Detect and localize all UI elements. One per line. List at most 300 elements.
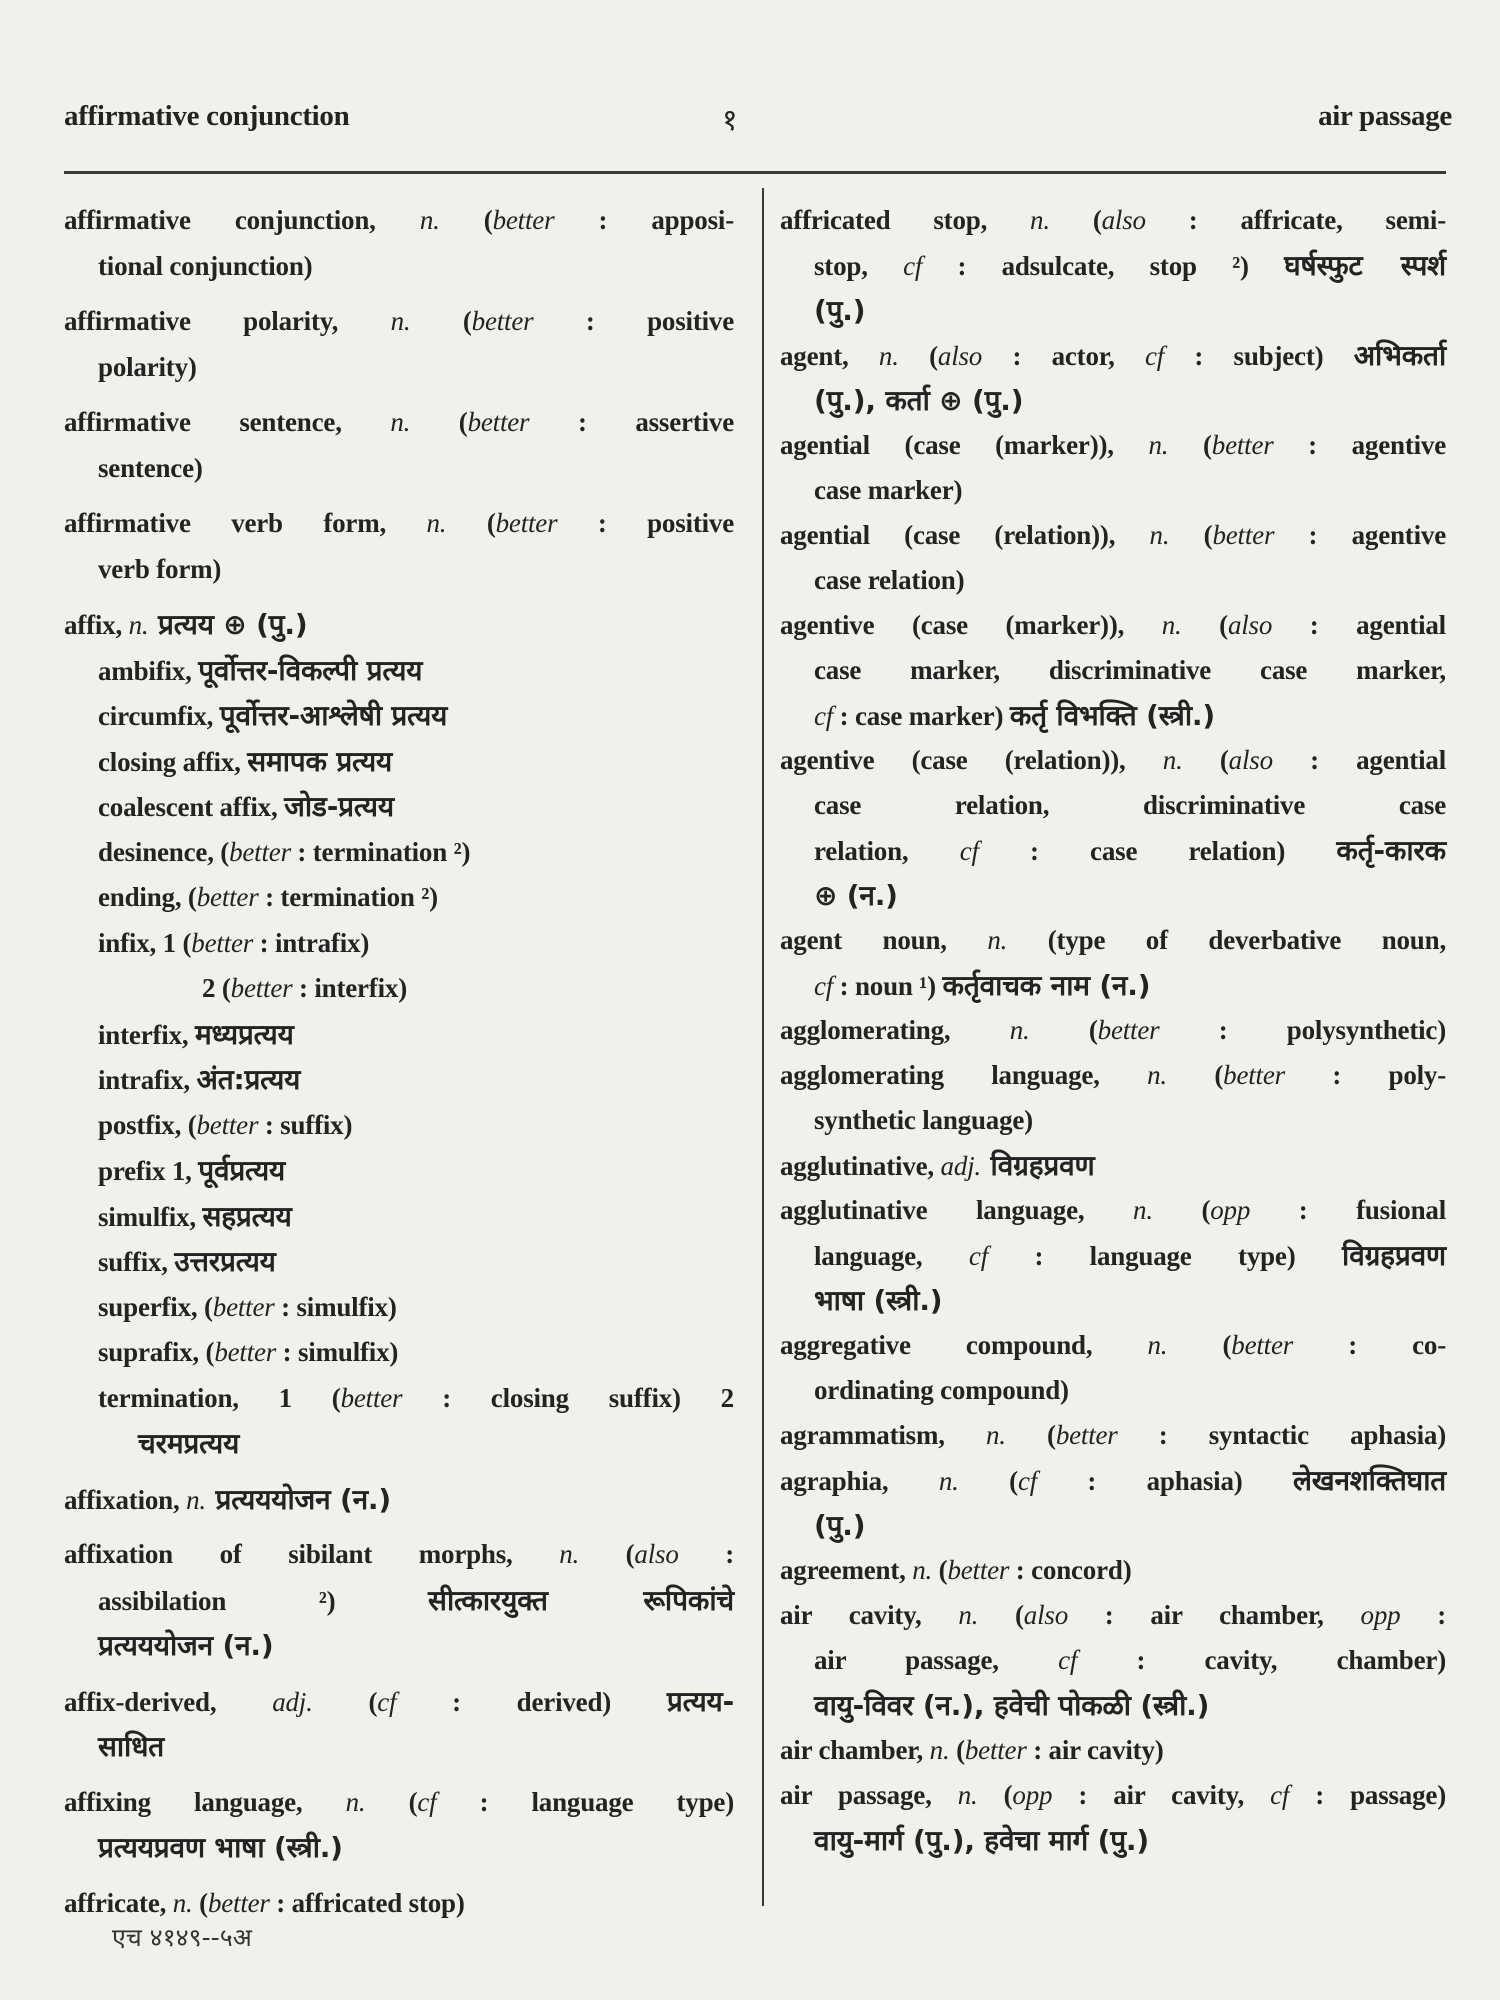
marathi-equivalent: (पु.) [814,1509,866,1542]
entry-headline [64,299,734,345]
english-term: suffix, [98,1247,175,1277]
english-term: : polysynthetic) [1159,1015,1446,1045]
entry-continuation [64,244,734,290]
grammar-label: better [1231,1330,1294,1360]
grammar-label: better [1097,1015,1160,1045]
english-term: ( [1168,430,1212,460]
marathi-equivalent: वायु-मार्ग (पु.), हवेचा मार्ग (पु.) [814,1824,1149,1857]
dictionary-entry [64,602,734,1467]
entry-text-with-marathi [98,1156,285,1186]
english-term: desinence, ( [98,836,230,867]
english-term: sentence) [98,452,203,483]
english-term: : interfix) [292,973,407,1003]
english-term: intrafix, [98,1065,197,1095]
english-term: : air cavity) [1026,1735,1164,1765]
grammar-label: better [230,973,293,1003]
guide-word-right: air passage [1318,100,1452,132]
grammar-label: better [947,1555,1010,1585]
entry-continuation [780,558,1446,603]
entry-headline [64,400,734,446]
english-term: relation, [814,836,960,866]
grammar-label: also [634,1539,679,1569]
english-term: agential (case (marker)), [780,430,1149,460]
english-term: ( [977,1780,1013,1810]
marathi-equivalent: कर्तृ विभक्ति (स्त्री.) [1009,699,1215,732]
english-term: ( [898,341,938,371]
english-term: ( [192,1887,208,1918]
english-term: ( [446,508,496,538]
english-term: agentive (case (marker)), [780,610,1162,640]
entry-headline [780,1323,1446,1368]
english-term: : poly- [1284,1060,1447,1090]
english-term: affricate, [64,1887,173,1918]
grammar-label: cf [968,1241,988,1271]
english-term: case marker, discriminative case marker, [814,655,1446,685]
grammar-label: cf [417,1786,437,1817]
entry-continuation [64,739,734,785]
english-term: affirmative polarity, [64,306,391,336]
english-term: : air cavity, [1052,1780,1271,1810]
english-term: agent noun, [780,925,988,955]
dictionary-entry [64,1780,734,1871]
english-term: interfix, [98,1019,195,1050]
english-term: air cavity, [780,1600,959,1630]
entry-continuation [780,1098,1446,1143]
grammar-label: n. [1162,745,1183,775]
dictionary-entry [780,1728,1446,1773]
entry-text-with-marathi [833,971,1150,1001]
entry-text-with-marathi [833,701,1215,731]
english-term: ( [1181,610,1228,640]
right-column [780,198,1446,1863]
english-term: : concord) [1009,1555,1132,1585]
english-term: : language type) [988,1241,1342,1271]
entry-continuation [780,828,1446,873]
entry-headline [64,1780,734,1826]
dictionary-entry [780,1323,1446,1413]
english-term: tional conjunction) [98,250,313,281]
entry-continuation [64,1057,734,1103]
grammar-label: n. [1148,430,1169,460]
grammar-label: also [1227,610,1273,640]
grammar-label: n. [559,1539,580,1569]
entry-continuation [780,648,1446,693]
entry-continuation [780,1233,1446,1278]
english-term: stop, [814,251,904,281]
english-term: suprafix, ( [98,1337,215,1367]
marathi-equivalent: पूर्वप्रत्यय [198,1154,286,1187]
entry-continuation [64,1148,734,1194]
entry-continuation [780,1683,1446,1728]
english-term: : assertive [529,407,734,437]
entry-headline [780,1008,1446,1053]
english-term: synthetic language) [814,1105,1033,1135]
dictionary-entry [780,1548,1446,1593]
english-term: affixation of sibilant morphs, [64,1539,560,1569]
grammar-label: n. [419,205,440,235]
entry-text-with-marathi [979,836,1446,866]
english-term: ordinating compound) [814,1375,1069,1405]
entry-continuation [64,648,734,694]
grammar-label: also [1101,205,1146,235]
english-term: : case marker) [833,701,1010,731]
grammar-label: n. [426,508,447,538]
entry-headline [780,738,1446,783]
grammar-label: n. [1133,1195,1153,1225]
page-number: १ [722,104,738,137]
english-term: ( [1182,745,1229,775]
english-term: : fusional [1250,1195,1446,1225]
entry-headline [780,1728,1446,1773]
english-term: air passage, [814,1645,1059,1675]
grammar-label: cf [959,836,979,866]
grammar-label: cf [814,701,834,731]
grammar-label: better [191,927,254,958]
entry-headline [780,1548,1446,1593]
english-term: : positive [533,306,734,336]
marathi-equivalent: पूर्वोत्तर-विकल्पी प्रत्यय [198,653,423,687]
marathi-equivalent: सहप्रत्यय [202,1199,292,1233]
english-term: agglutinative language, [780,1195,1134,1225]
marathi-equivalent: अंत:प्रत्यय [196,1063,301,1096]
entry-continuation [780,1368,1446,1413]
english-term: agent, [780,341,879,371]
dictionary-entry [64,198,734,289]
grammar-label: better [1212,520,1275,550]
dictionary-entry [780,1593,1446,1728]
english-term: ( [1169,520,1213,550]
english-term: case relation, discriminative case [814,790,1446,820]
grammar-label: also [1228,745,1273,775]
dictionary-entry [780,1008,1446,1053]
english-term: : cavity, chamber) [1077,1645,1446,1675]
grammar-label: opp [1210,1195,1251,1225]
entry-headline [64,1477,734,1523]
entry-continuation [64,547,734,593]
entry-continuation [780,468,1446,513]
grammar-label: better [340,1382,403,1413]
entry-text-with-marathi [98,653,423,687]
marathi-equivalent: प्रत्ययप्रवण भाषा (स्त्री.) [98,1831,343,1864]
entry-text-with-marathi [988,1241,1446,1271]
english-term: coalescent affix, [98,792,285,822]
english-term: : termination ²) [290,836,471,867]
english-term: : affricated stop) [269,1887,465,1918]
dictionary-entry [780,513,1446,603]
grammar-label: also [1023,1600,1068,1630]
english-term: : syntactic aphasia) [1117,1420,1446,1450]
entry-headline [780,1053,1446,1098]
grammar-label: n. [912,1555,933,1585]
entry-continuation [780,963,1446,1008]
grammar-label: n. [929,1735,950,1765]
english-term: agraphia, [780,1466,939,1496]
english-term: agglomerating, [780,1015,1010,1045]
grammar-label: opp [1360,1600,1401,1630]
dictionary-entry [780,1458,1446,1548]
english-term: ( [365,1786,418,1817]
entry-continuation [780,1278,1446,1323]
entry-continuation [64,1239,734,1285]
marathi-equivalent: जोड-प्रत्यय [284,790,394,823]
english-term: : [678,1539,735,1569]
english-term: case relation) [814,565,965,595]
english-term: agential (case (relation)), [780,520,1150,550]
left-column [64,198,734,1926]
dictionary-entry [780,1053,1446,1143]
grammar-label: n. [1149,520,1170,550]
entry-text-with-marathi [1037,1466,1446,1496]
grammar-label: also [937,341,983,371]
dictionary-entry [780,603,1446,738]
english-term: : [1400,1600,1447,1630]
entry-headline [780,1773,1446,1818]
english-term: ( [1005,1420,1056,1450]
marathi-equivalent: समापक प्रत्यय [247,744,393,778]
english-term: superfix, ( [98,1291,213,1322]
english-term: : apposi- [554,205,735,235]
entry-text-with-marathi [98,1247,276,1277]
marathi-equivalent: ⊕ (न.) [814,879,898,912]
grammar-label: better [492,205,555,235]
english-term: assibilation ²) [98,1585,429,1616]
entry-continuation [64,1012,734,1058]
marathi-equivalent: पूर्वोत्तर-आश्लेषी प्रत्यय [219,699,448,732]
english-term: : termination ²) [258,882,438,912]
english-term: affirmative verb form, [64,508,427,538]
grammar-label: better [1055,1420,1118,1450]
entry-headline [64,1532,734,1578]
grammar-label: n. [1161,610,1182,640]
entry-headline [64,1679,734,1725]
entry-headline [64,501,734,547]
entry-continuation [64,1330,734,1376]
english-term: air passage, [780,1780,958,1810]
entry-continuation [64,1724,734,1770]
english-term: ( [958,1466,1018,1496]
english-term: ( [1152,1195,1211,1225]
english-term: : affricate, semi- [1145,205,1447,235]
entry-continuation [780,1638,1446,1683]
english-term: : closing suffix) 2 [402,1382,734,1413]
dictionary-entry [780,738,1446,918]
english-term: : adsulcate, stop ²) [922,251,1285,281]
marathi-equivalent: भाषा (स्त्री.) [814,1284,943,1317]
entry-headline [780,1458,1446,1503]
column-divider [762,188,764,1906]
marathi-equivalent: वायु-विवर (न.), हवेची पोकळी (स्त्री.) [814,1689,1210,1722]
entry-continuation [64,1194,734,1240]
english-term: case marker) [814,475,963,505]
english-term: verb form) [98,553,222,584]
grammar-label: n. [938,1466,959,1496]
entry-continuation [64,921,734,967]
grammar-label: better [212,1291,275,1322]
english-term: ( [579,1539,635,1569]
english-term: : suffix) [258,1109,353,1140]
entry-text-with-marathi [396,1684,734,1718]
entry-continuation [780,378,1446,423]
entry-headline [780,1593,1446,1638]
entry-continuation [64,1825,734,1871]
dictionary-entry [64,501,734,592]
marathi-equivalent: लेखनशक्तिघात [1292,1464,1447,1497]
entry-continuation [64,1623,734,1669]
grammar-label: n. [128,610,149,640]
guide-word-left: affirmative conjunction [64,100,350,132]
english-term: language, [814,1241,969,1271]
marathi-equivalent: प्रत्यययोजन (न.) [98,1629,274,1662]
grammar-label: cf [1144,341,1165,371]
english-term: ( [410,407,468,437]
grammar-label: n. [172,1887,193,1918]
english-term: : noun ¹) [833,971,943,1001]
entry-continuation [64,875,734,921]
entry-text-with-marathi [922,251,1446,281]
grammar-label: n. [390,407,411,437]
entry-continuation [780,693,1446,738]
grammar-label: adj. [272,1686,313,1717]
marathi-equivalent: मध्यप्रत्यय [194,1017,294,1051]
english-term: : language type) [436,1786,734,1817]
marathi-equivalent: प्रत्यय ⊕ (पु.) [148,608,308,641]
english-term: (type of deverbative noun, [1007,925,1446,955]
entry-continuation [64,1376,734,1422]
english-term: agentive (case (relation)), [780,745,1163,775]
english-term: affirmative conjunction, [64,205,420,235]
english-term: : agentive [1273,430,1446,460]
grammar-label: n. [1009,1015,1030,1045]
dictionary-entry [780,1413,1446,1458]
entry-text-with-marathi [98,1065,300,1095]
grammar-label: n. [985,1420,1006,1450]
entry-continuation [64,446,734,492]
entry-continuation [64,1578,734,1624]
grammar-label: cf [1270,1780,1290,1810]
english-term: : subject) [1164,341,1354,371]
entry-headline [780,198,1446,243]
grammar-label: n. [987,925,1008,955]
entry-continuation [64,830,734,876]
entry-headline [780,333,1446,378]
entry-continuation [780,1818,1446,1863]
grammar-label: cf [814,971,834,1001]
english-term: infix, 1 ( [98,927,192,958]
english-term: agrammatism, [780,1420,986,1450]
english-term: ( [932,1555,948,1585]
marathi-equivalent: प्रत्यय- [666,1684,734,1718]
entry-text-with-marathi [1164,341,1446,371]
grammar-label: n. [345,1786,366,1817]
dictionary-entry [64,299,734,390]
dictionary-entry [64,400,734,491]
english-term: : passage) [1289,1780,1446,1810]
english-term: ( [949,1735,965,1765]
english-term: : positive [557,508,734,538]
print-code: एच ४१४९--५अ [112,1923,252,1952]
entry-headline [780,1413,1446,1458]
grammar-label: better [471,306,534,336]
entry-headline [780,423,1446,468]
english-term: circumfix, [98,701,220,731]
english-term: : simulfix) [274,1291,397,1322]
english-term: : agential [1272,745,1446,775]
entry-text-with-marathi [98,701,447,731]
english-term: ( [312,1686,378,1717]
grammar-label: cf [1017,1466,1038,1496]
entry-text-with-marathi [98,744,393,778]
english-term: : agential [1272,610,1446,640]
english-term: : co- [1293,1330,1446,1360]
english-term: agreement, [780,1555,913,1585]
english-term: : simulfix) [276,1337,399,1367]
entry-continuation [64,1285,734,1331]
english-term: ( [1166,1060,1224,1090]
dictionary-entry [780,333,1446,423]
marathi-equivalent: घर्षस्फुट स्पर्श [1284,249,1446,282]
english-term: agglutinative, [780,1151,941,1181]
english-term: affix-derived, [64,1686,273,1717]
entry-headline [780,603,1446,648]
entry-continuation [780,288,1446,333]
marathi-equivalent: अभिकर्ता [1353,339,1447,372]
entry-headline [64,602,734,648]
marathi-equivalent: (पु.) [814,294,866,327]
english-term: ( [1029,1015,1098,1045]
marathi-equivalent: चरमप्रत्यय [138,1427,240,1460]
english-term: aggregative compound, [780,1330,1148,1360]
entry-continuation [780,873,1446,918]
grammar-label: better [467,407,530,437]
english-term: ( [1167,1330,1232,1360]
entry-headline [780,918,1446,963]
entry-text-with-marathi [98,1583,735,1617]
dictionary-entry [64,1477,734,1523]
dictionary-entry [64,1679,734,1770]
entry-continuation [64,784,734,830]
dictionary-entry [64,1532,734,1669]
grammar-label: better [214,1337,277,1367]
entry-text-with-marathi [98,1017,294,1051]
marathi-equivalent: साधित [98,1730,165,1763]
header-rule [64,171,1446,174]
entry-continuation [64,966,734,1012]
grammar-label: adj. [940,1151,981,1181]
english-term: postfix, ( [98,1109,197,1140]
dictionary-entry [780,1773,1446,1863]
entry-text-with-marathi [98,1199,292,1233]
english-term: ambifix, [98,655,199,686]
grammar-label: better [495,508,558,538]
grammar-label: better [196,1109,259,1140]
english-term: : air chamber, [1068,1600,1361,1630]
grammar-label: better [964,1735,1027,1765]
entry-continuation [64,1103,734,1149]
grammar-label: better [207,1887,270,1918]
marathi-equivalent: (पु.), कर्ता ⊕ (पु.) [814,384,1024,417]
english-term: : derived) [396,1686,667,1717]
entry-headline [780,1143,1446,1188]
grammar-label: n. [957,1780,978,1810]
entry-continuation [64,345,734,391]
entry-headline [64,198,734,244]
grammar-label: n. [1030,205,1050,235]
english-term: termination, 1 ( [98,1382,341,1413]
grammar-label: n. [878,341,899,371]
english-term: ( [439,205,493,235]
dictionary-entry [780,918,1446,1008]
english-term: affixation, [64,1484,187,1515]
